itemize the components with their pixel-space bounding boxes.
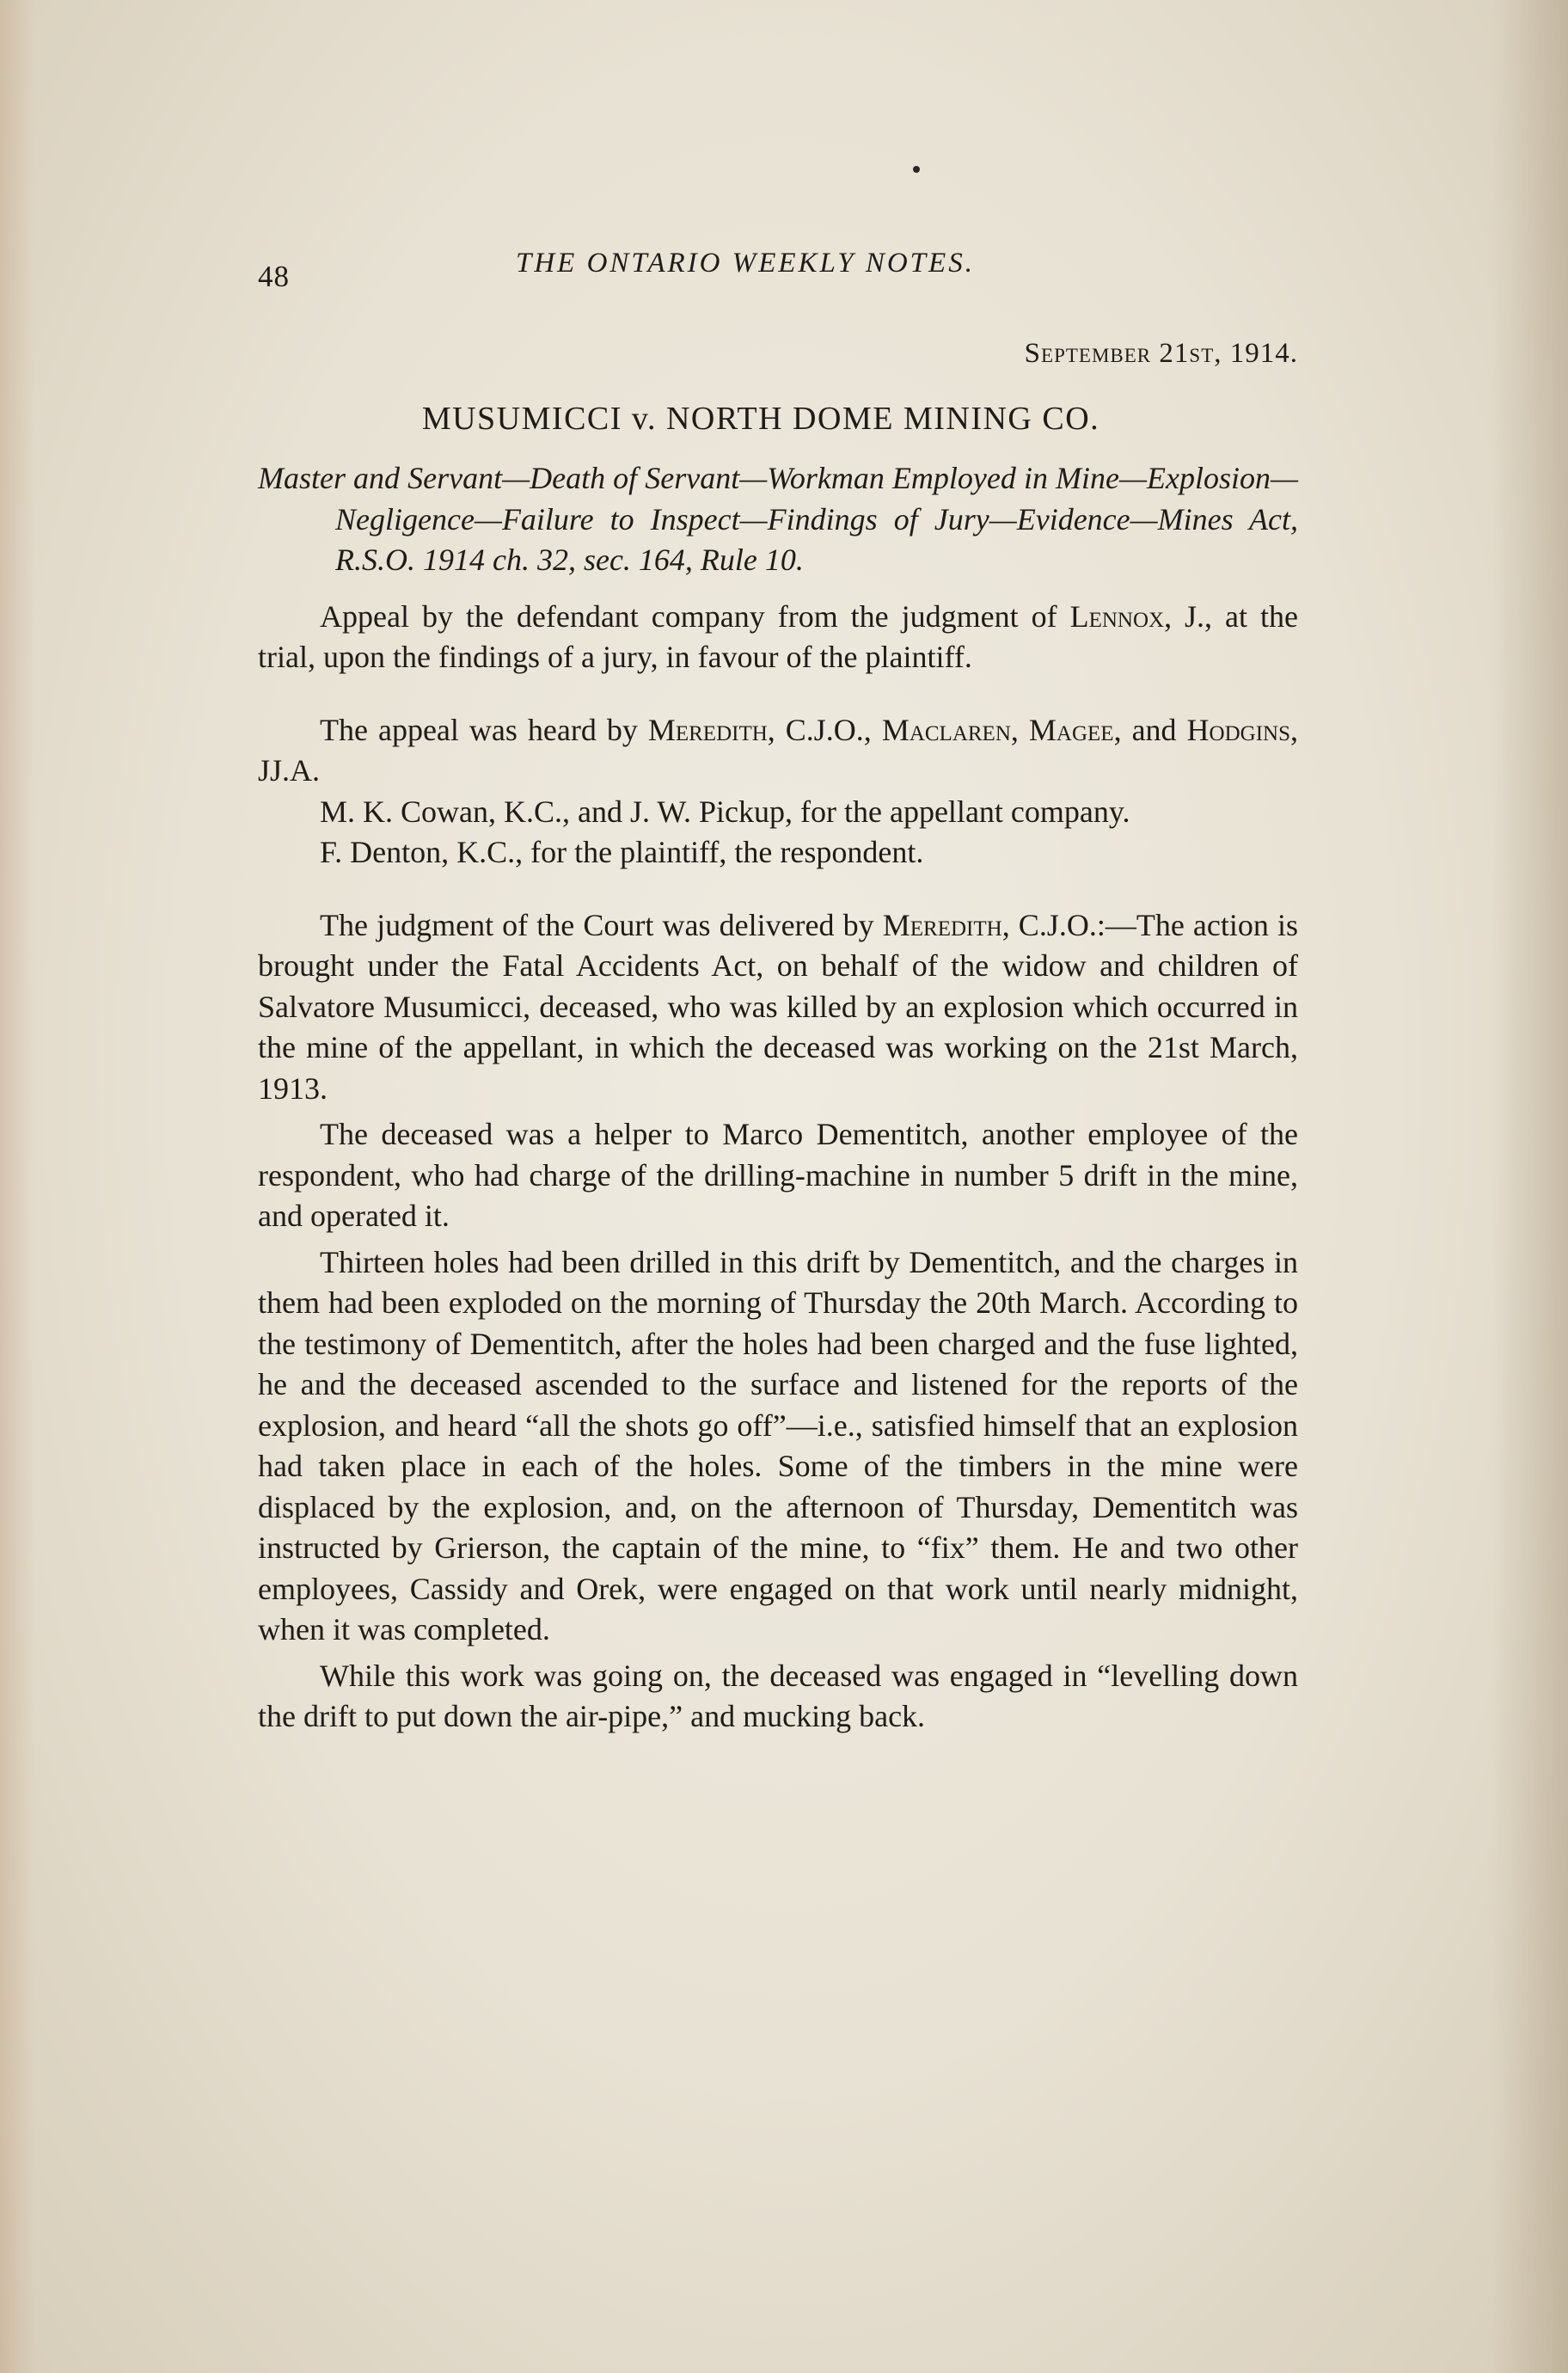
judgment-paragraph <box>258 905 1298 1110</box>
judge-name-1: Meredith <box>647 712 768 747</box>
judge-name-3: Magee <box>1028 712 1114 747</box>
appeal-text-2: , J., at the trial, upon the findings of a jury, in favour of the plaintiff. <box>258 598 1298 674</box>
appeal-text-1: Appeal by the defendant company from the judgment of <box>320 598 1070 634</box>
case-title: MUSUMICCI v. NORTH DOME MINING CO. <box>421 400 1100 437</box>
judgment-text-2: , C.J.O.:—The action is brought under the Fatal Accidents Act, on behalf of the widow and children of Salvatore Musumicci, deceased, who was killed by an explosion which occurred in the mine of the appellant, in which the deceased was working on the 21st March, 1913. <box>258 907 1298 1106</box>
journal-title: THE ONTARIO WEEKLY NOTES. <box>516 248 975 279</box>
hearing-text-1: The appeal was heard by <box>320 712 648 747</box>
judgment-text-1: The judgment of the Court was delivered by <box>320 907 883 942</box>
ink-speck <box>913 166 920 173</box>
appeal-paragraph <box>258 597 1298 678</box>
counsel-appellant: M. K. Cowan, K.C., and J. W. Pickup, for the appellant company. <box>320 794 1130 829</box>
body-paragraph: The deceased was a helper to Marco Dementitch, another employee of the respondent, who had charge of the drilling-machine in number 5 drift in the mine, and operated it. <box>258 1117 1298 1233</box>
page-number: 48 <box>258 260 290 293</box>
hearing-text-2: , C.J.O., <box>767 712 882 747</box>
hearing-text-3: , <box>1010 712 1029 747</box>
page-edge-shadow-left <box>0 0 34 2373</box>
page-edge-shadow-right <box>1491 0 1568 2373</box>
judge-name-4: Hodgins <box>1186 712 1290 747</box>
trial-judge-name: Lennox <box>1069 598 1165 634</box>
body-paragraph: Thirteen holes had been drilled in this drift by Dementitch, and the charges in them had been exploded on the morning of Thursday the 20th March. According to the testimony of Dementitch, after the holes had been charged and the fuse lighted, he and the deceased ascended to the surface and listened for the reports of the explosion, and heard “all the shots go off”—i.e., satisfied himself that an explosion had taken place in each of the holes. Some of the timbers in the mine were displaced by the explosion, and, on the afternoon of Thursday, Dementitch was instructed by Grierson, the captain of the mine, to “fix” them. He and two other employees, Cassidy and Orek, were engaged on that work until nearly midnight, when it was completed. <box>258 1244 1298 1646</box>
counsel-respondent: F. Denton, K.C., for the plaintiff, the respondent. <box>320 835 924 869</box>
page-content <box>258 334 1298 1738</box>
hearing-text-4: , and <box>1113 712 1187 747</box>
hearing-paragraph <box>258 710 1298 792</box>
decision-date: September 21st, 1914. <box>1024 338 1298 369</box>
headnote: Master and Servant—Death of Servant—Workman Employed in Mine—Explosion—Negligence—Failure to Inspect—Findings of Jury—Evidence—Mines Act, R.S.O. 1914 ch. 32, sec. 164, Rule 10. <box>258 461 1298 577</box>
judgment-judge-name: Meredith <box>882 907 1002 942</box>
judge-name-2: Maclaren <box>881 712 1011 747</box>
hearing-text-5: , JJ.A. <box>258 712 1298 788</box>
running-head <box>258 248 1298 299</box>
body-paragraph: While this work was going on, the deceased was engaged in “levelling down the drift to put down the air-pipe,” and mucking back. <box>258 1658 1298 1733</box>
